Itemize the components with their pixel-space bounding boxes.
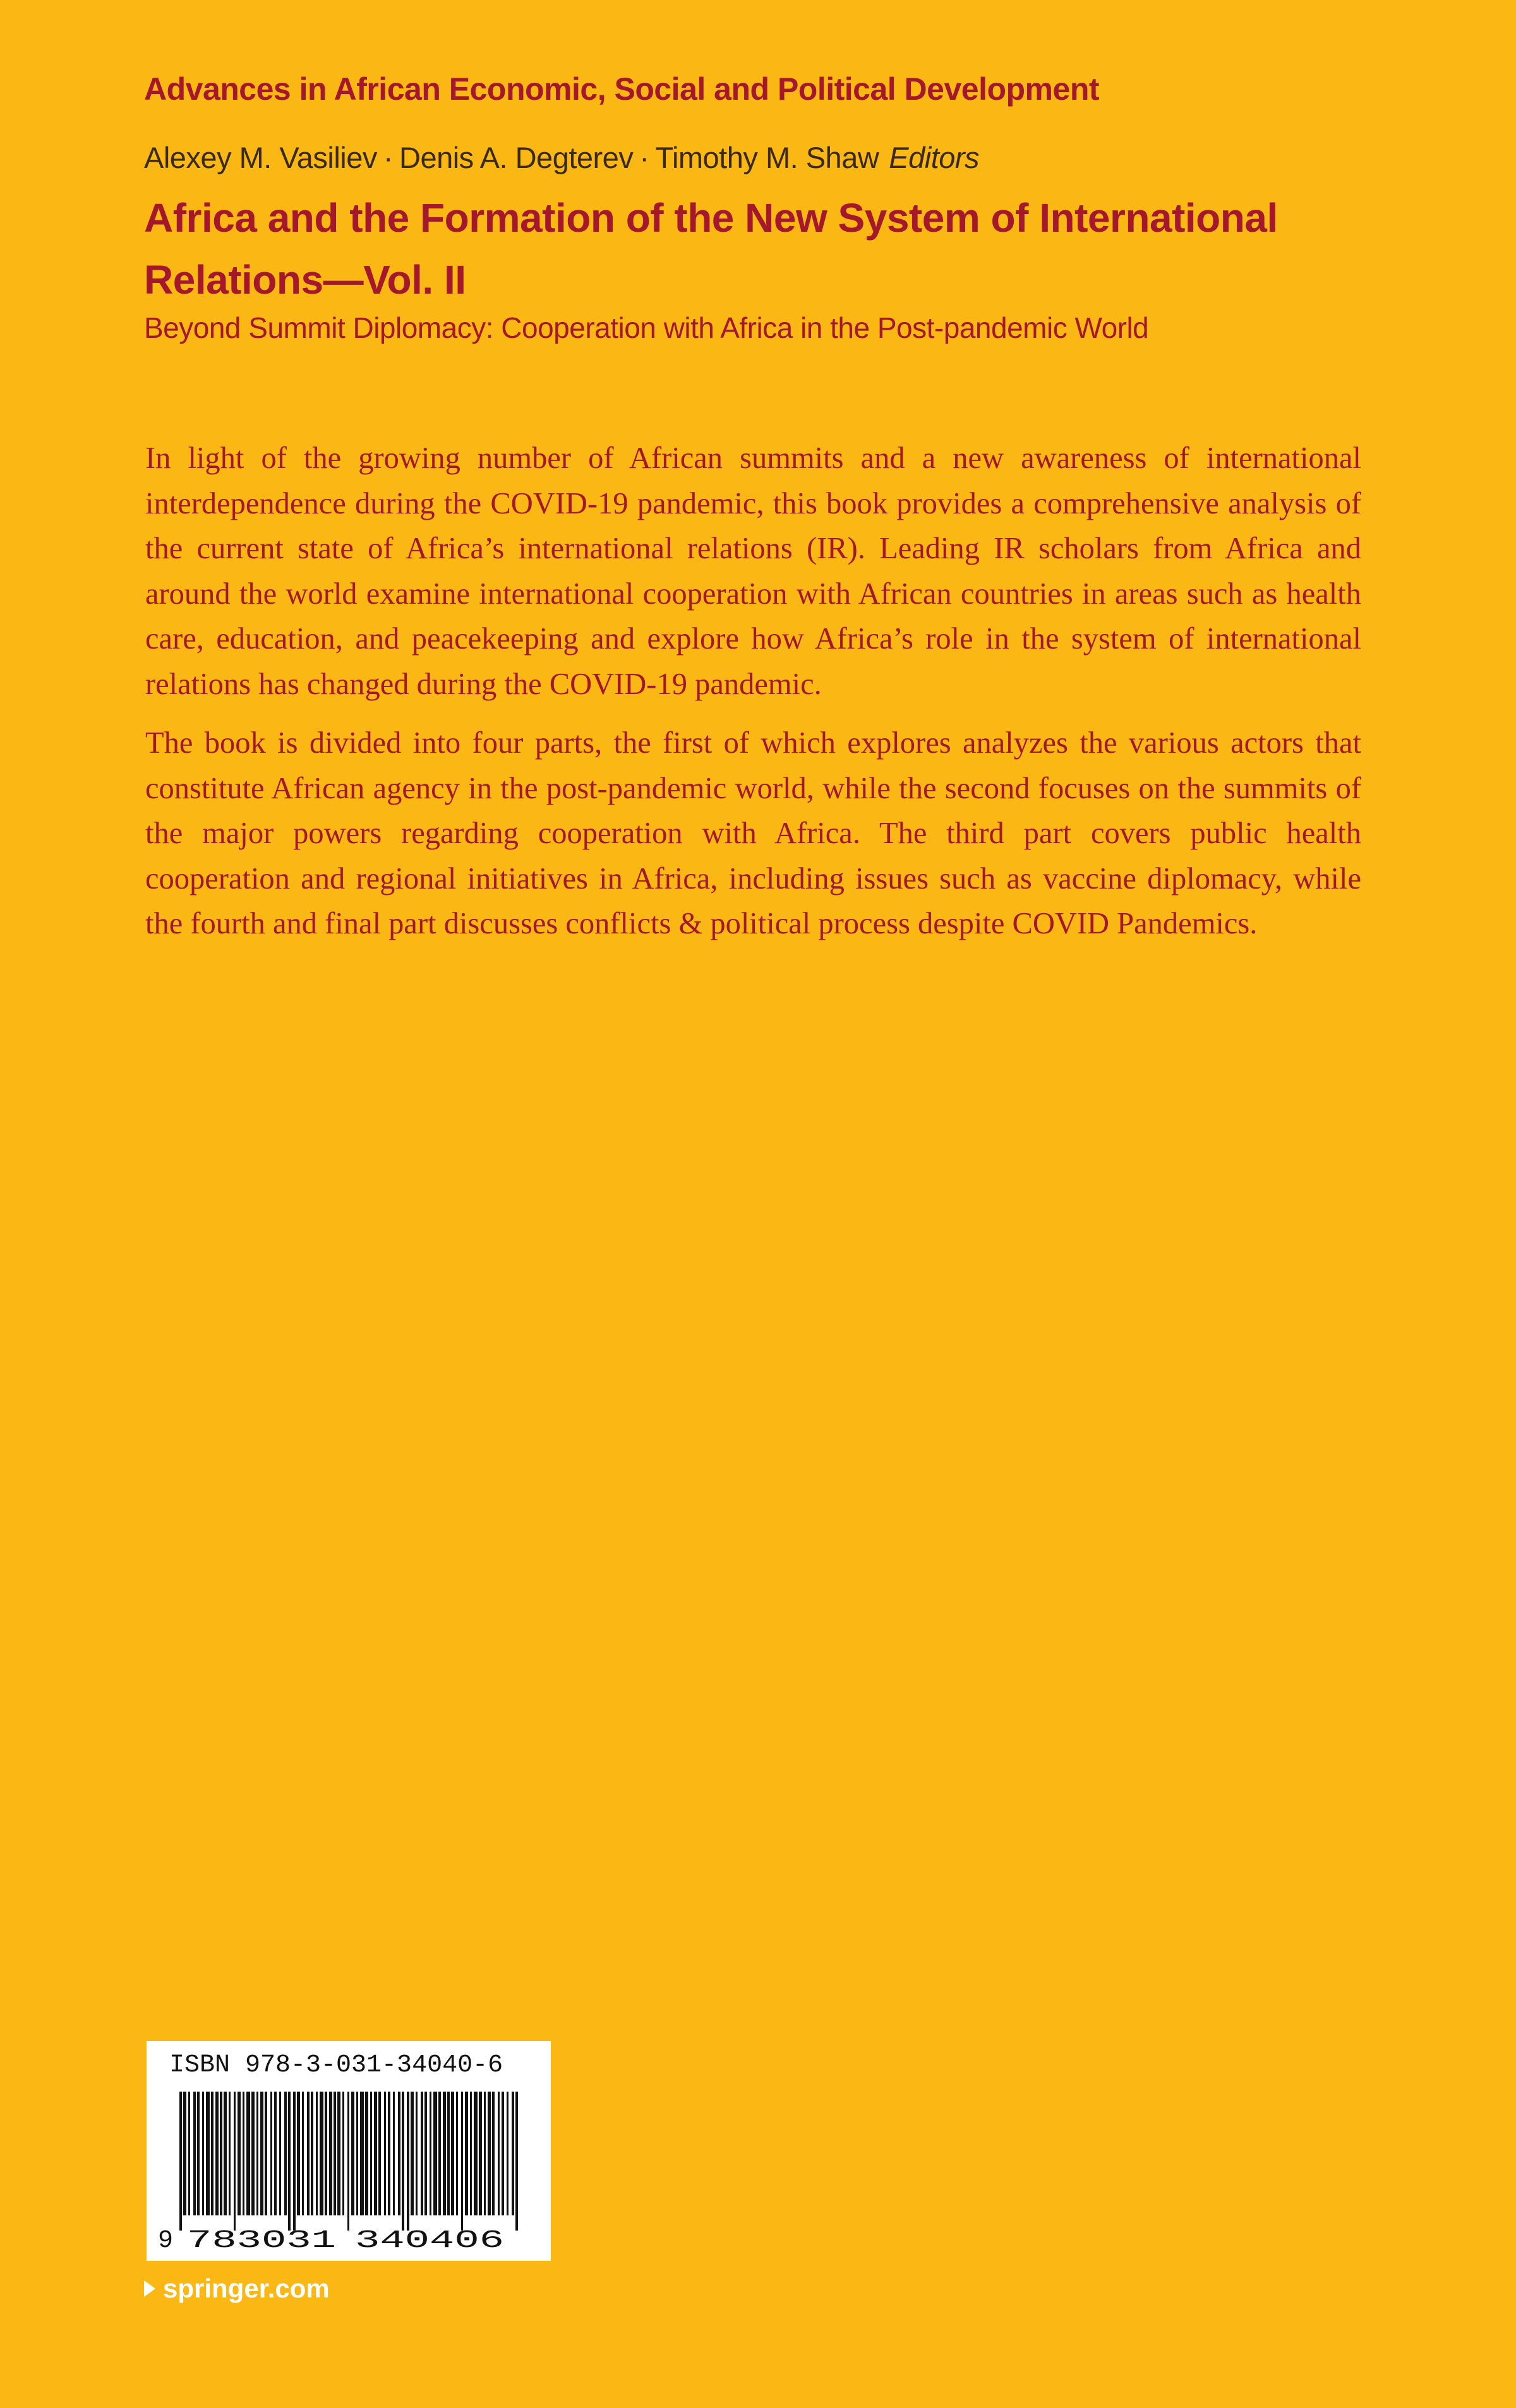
barcode-bar <box>302 2092 304 2215</box>
barcode-bar <box>433 2092 437 2215</box>
barcode-bar <box>502 2092 504 2215</box>
barcode-bar <box>215 2092 219 2215</box>
barcode-bar <box>311 2092 313 2215</box>
barcode-bar <box>329 2092 332 2215</box>
barcode-bar <box>320 2092 323 2215</box>
barcode-bar <box>206 2092 210 2215</box>
barcode-bar <box>342 2092 344 2215</box>
barcode-bar <box>370 2092 372 2215</box>
barcode-digits <box>158 2227 504 2255</box>
barcode-bar <box>211 2092 214 2215</box>
barcode-bar <box>438 2092 441 2215</box>
editor-name: Denis A. Degterev <box>399 141 634 174</box>
barcode-bar <box>498 2092 500 2215</box>
barcode-bar <box>179 2092 182 2231</box>
book-description <box>145 436 1361 961</box>
editors-line <box>144 140 979 175</box>
barcode-bar <box>220 2092 222 2215</box>
editor-separator: · <box>383 141 394 174</box>
barcode-bar <box>474 2092 478 2215</box>
barcode-bar <box>251 2092 255 2215</box>
barcode-bar <box>193 2092 196 2215</box>
barcode-bar <box>188 2092 190 2215</box>
barcode-left-digits: 783031 <box>187 2227 336 2255</box>
barcode-bar <box>183 2092 186 2215</box>
editor-separator: · <box>639 141 649 174</box>
barcode-bar <box>279 2092 281 2215</box>
barcode-bar <box>430 2092 431 2215</box>
book-subtitle: Beyond Summit Diplomacy: Cooperation with Africa in the Post-pandemic World <box>144 311 1149 344</box>
barcode-bar <box>465 2092 468 2215</box>
barcode-bar <box>447 2092 450 2215</box>
barcode-bar <box>451 2092 454 2215</box>
barcode-bars <box>179 2092 518 2231</box>
barcode-bar <box>238 2092 241 2215</box>
barcode-bar <box>424 2092 427 2215</box>
book-title-line: Relations—Vol. II <box>144 257 466 302</box>
series-title: Advances in African Economic, Social and Political Development <box>144 71 1100 107</box>
barcode-bar <box>470 2092 472 2215</box>
barcode-bar <box>197 2092 200 2215</box>
barcode-bar <box>416 2092 418 2215</box>
barcode-bar <box>284 2092 287 2215</box>
publisher-link[interactable] <box>144 2273 330 2304</box>
barcode-bar <box>388 2092 390 2215</box>
barcode-lead-digit: 9 <box>158 2227 174 2255</box>
isbn-barcode-block <box>147 2041 551 2261</box>
barcode-bar <box>347 2092 349 2231</box>
barcode-right-digits: 340406 <box>355 2227 504 2255</box>
barcode-bar <box>288 2092 291 2231</box>
barcode-bar <box>407 2092 409 2231</box>
barcode-bar <box>515 2092 518 2231</box>
barcode-bar <box>411 2092 414 2215</box>
barcode-bar <box>274 2092 277 2215</box>
barcode-bar <box>484 2092 486 2215</box>
barcode-bar <box>224 2092 227 2215</box>
description-paragraph: In light of the growing number of African summits and a new awareness of international interdependence during the COVID-19 pandemic, this book provides a comprehensive analysis of the current state of Africa’s international relations (IR). Leading IR scholars from Africa and around the world examine international cooperation with African countries in areas such as health care, education, and peacekeeping and explore how Africa’s role in the system of international relations has changed during the COVID-19 pandemic. <box>145 441 1361 701</box>
barcode-bar <box>234 2092 236 2231</box>
barcode-bar <box>365 2092 368 2215</box>
barcode-bar <box>229 2092 231 2215</box>
barcode-bar <box>256 2092 258 2215</box>
barcode-bar <box>507 2092 508 2215</box>
barcode-bar <box>243 2092 244 2215</box>
barcode-bar <box>492 2092 495 2215</box>
publisher-link-text: springer.com <box>163 2273 330 2303</box>
barcode-bar <box>512 2092 514 2215</box>
barcode-bar <box>421 2092 423 2215</box>
barcode-bar <box>260 2092 263 2215</box>
barcode-bar <box>307 2092 310 2215</box>
barcode-bar <box>398 2092 400 2215</box>
barcode-bar <box>270 2092 272 2215</box>
barcode-bar <box>316 2092 318 2215</box>
barcode-bar <box>351 2092 354 2215</box>
barcode-bar <box>402 2092 404 2231</box>
barcode-bar <box>337 2092 340 2215</box>
editor-name: Alexey M. Vasiliev <box>144 141 377 174</box>
barcode-bar <box>456 2092 458 2215</box>
barcode-bar <box>374 2092 377 2215</box>
barcode-bar <box>356 2092 358 2215</box>
barcode-bar <box>265 2092 267 2215</box>
barcode-bar <box>461 2092 463 2231</box>
barcode-bar <box>293 2092 296 2231</box>
editor-name: Timothy M. Shaw <box>655 141 879 174</box>
book-title-line: Africa and the Formation of the New System of International <box>144 195 1278 241</box>
barcode-bar <box>378 2092 381 2215</box>
barcode-bar <box>384 2092 386 2215</box>
barcode-bar <box>443 2092 446 2215</box>
barcode-bar <box>479 2092 482 2215</box>
description-paragraph: The book is divided into four parts, the first of which explores analyzes the various actors that constitute African agency in the post-pandemic world, while the second focuses on the summits of the major powers regarding cooperation with Africa. The third part covers public health cooperation and regional initiatives in Africa, including issues such as vaccine diplomacy, while the fourth and final part discusses conflicts & political process despite COVID Pandemics. <box>145 726 1361 940</box>
barcode-bar <box>325 2092 327 2215</box>
barcode-bar <box>360 2092 364 2215</box>
isbn-label: ISBN 978-3-031-34040-6 <box>169 2051 503 2080</box>
editors-role: Editors <box>889 141 980 174</box>
barcode-bar <box>246 2092 250 2215</box>
book-title <box>144 187 1344 311</box>
play-arrow-icon <box>144 2280 155 2297</box>
barcode-bar <box>297 2092 300 2215</box>
barcode-bar <box>334 2092 336 2215</box>
barcode-bar <box>488 2092 491 2215</box>
barcode-bar <box>393 2092 395 2215</box>
barcode-bar <box>202 2092 204 2215</box>
